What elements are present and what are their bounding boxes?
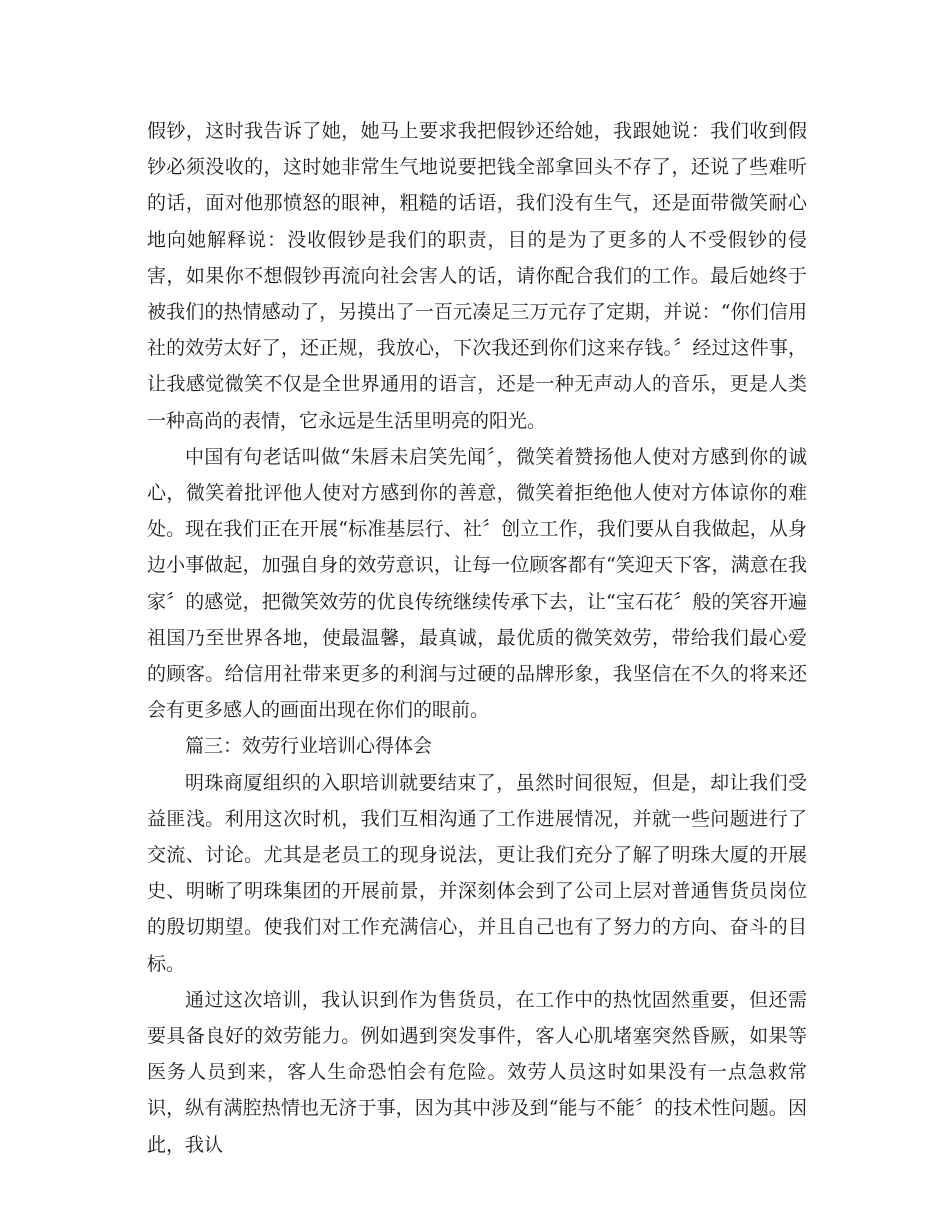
paragraph: 假钞，这时我告诉了她，她马上要求我把假钞还给她，我跟她说：我们收到假钞必须没收的，这时她非常生气地说要把钱全部拿回头不存了，还说了些难听的话，面对他那愤怒的眼神，粗糙的话语，我们没有生气，还是面带微笑耐心地向她解释说：没收假钞是我们的职责，目的是为了更多的人不受假钞的侵害，如果你不想假钞再流向社会害人的话，请你配合我们的工作。最后她终于被我们的热情感动了，另摸出了一百元凑足三万元存了定期，并说：“你们信用社的效劳太好了，还正规，我放心，下次我还到你们这来存钱。〞经过这件事，让我感觉微笑不仅是全世界通用的语言，还是一种无声动人的音乐，更是人类一种高尚的表情，它永远是生活里明亮的阳光。 [147,120,807,432]
paragraph: 中国有句老话叫做“朱唇未启笑先闻〞，微笑着赞扬他人使对方感到你的诚心，微笑着批评他人使对方感到你的善意，微笑着拒绝他人使对方体谅你的难处。现在我们正在开展“标准基层行、社〞创立工作，我们要从自我做起，从身边小事做起，加强自身的效劳意识，让每一位顾客都有“笑迎天下客，满意在我家〞的感觉，把微笑效劳的优良传统继续传承下去，让“宝石花〞般的笑容开遍祖国乃至世界各地，使最温馨，最真诚，最优质的微笑效劳，带给我们最心爱的顾客。给信用社带来更多的利润与过硬的品牌形象，我坚信在不久的将来还会有更多感人的画面出现在你们的眼前。 [147,445,807,722]
document-body [147,113,807,1163]
paragraph: 明珠商厦组织的入职培训就要结束了，虽然时间很短，但是，却让我们受益匪浅。利用这次时机，我们互相沟通了工作进展情况，并就一些问题进行了交流、讨论。尤其是老员工的现身说法，更让我们充分了解了明珠大厦的开展史、明晰了明珠集团的开展前景，并深刻体会到了公司上层对普通售货员岗位的殷切期望。使我们对工作充满信心，并且自己也有了努力的方向、奋斗的目标。 [147,771,807,975]
paragraph: 通过这次培训，我认识到作为售货员，在工作中的热忱固然重要，但还需要具备良好的效劳能力。例如遇到突发事件，客人心肌堵塞突然昏厥，如果等医务人员到来，客人生命恐怕会有危险。效劳人员这时如果没有一点急救常识，纵有满腔热情也无济于事，因为其中涉及到“能与不能〞的技术性问题。因此，我认 [147,988,807,1156]
section-heading: 篇三：效劳行业培训心得体会 [185,735,433,758]
